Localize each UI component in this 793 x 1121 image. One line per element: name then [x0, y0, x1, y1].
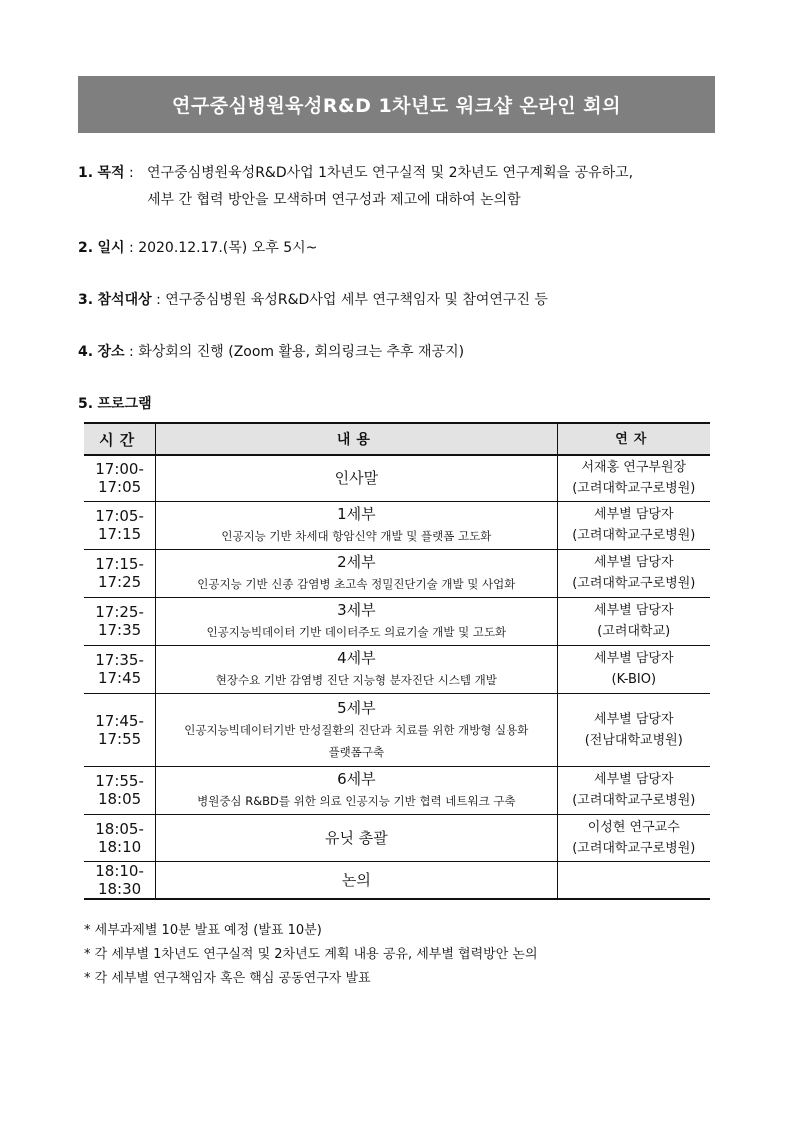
table-row [84, 814, 710, 861]
content-cell [156, 501, 557, 549]
item-key: 참석대상 [97, 292, 152, 308]
table-row [84, 455, 710, 501]
content-main: 2세부 [337, 553, 376, 571]
content-cell [156, 549, 557, 597]
table-row [84, 766, 710, 814]
speaker-affiliation: (전남대학교병원) [584, 732, 683, 748]
speaker-name: 이성현 연구교수 [587, 819, 680, 835]
speaker-cell [557, 766, 710, 814]
item-key: 목적 [97, 165, 125, 181]
time-cell: 17:55-18:05 [84, 766, 156, 814]
speaker-name: 세부별 담당자 [594, 651, 674, 666]
note-2: * 각 세부별 1차년도 연구실적 및 2차년도 계획 내용 공유, 세부별 협력방안 논의 [84, 947, 538, 962]
item-place [78, 342, 464, 362]
speaker-affiliation: (고려대학교구로병원) [572, 840, 696, 856]
content-sub: 병원중심 R&BD를 위한 의료 인공지능 기반 협력 네트워크 구축 [197, 794, 516, 808]
document-title: 연구중심병원육성R&D 1차년도 워크샵 온라인 회의 [172, 95, 621, 117]
purpose-line-1: 연구중심병원육성R&D사업 1차년도 연구실적 및 2차년도 연구계획을 공유하고, [147, 165, 634, 181]
content-sub: 인공지능 기반 신종 감염병 초고속 정밀진단기술 개발 및 사업화 [197, 577, 516, 591]
item-program [78, 394, 152, 414]
table-row [84, 693, 710, 766]
time-cell: 17:05-17:15 [84, 501, 156, 549]
content-cell [156, 645, 557, 693]
purpose-line-2: 세부 간 협력 방안을 모색하며 연구성과 제고에 대하여 논의함 [147, 192, 521, 208]
speaker-cell [557, 455, 710, 501]
speaker-affiliation: (고려대학교구로병원) [572, 793, 696, 808]
content-main: 논의 [341, 870, 371, 889]
time-cell: 18:10-18:30 [84, 861, 156, 899]
time-cell: 17:35-17:45 [84, 645, 156, 693]
content-sub: 인공지능빅데이터 기반 데이터주도 의료기술 개발 및 고도화 [206, 625, 507, 639]
item-attendees [78, 290, 548, 310]
speaker-affiliation: (고려대학교구로병원) [572, 576, 696, 591]
note-3: * 각 세부별 연구책임자 혹은 핵심 공동연구자 발표 [84, 971, 371, 986]
speaker-affiliation: (고려대학교구로병원) [572, 528, 696, 543]
content-cell [156, 693, 557, 766]
content-main: 5세부 [337, 698, 376, 717]
table-header-row [84, 423, 710, 455]
time-cell: 17:25-17:35 [84, 597, 156, 645]
speaker-affiliation: (고려대학교) [597, 624, 671, 639]
item-number: 4. [78, 344, 94, 360]
content-cell [156, 814, 557, 861]
table-row [84, 501, 710, 549]
speaker-name: 서재홍 연구부원장 [581, 460, 687, 476]
content-main: 3세부 [337, 601, 376, 619]
speaker-affiliation: (고려대학교구로병원) [572, 481, 696, 497]
item-number: 3. [78, 292, 94, 308]
item-date [78, 238, 317, 258]
item-separator: : [129, 344, 134, 360]
table-row [84, 597, 710, 645]
speaker-cell [557, 597, 710, 645]
item-key: 장소 [97, 344, 125, 360]
time-cell: 18:05-18:10 [84, 814, 156, 861]
speaker-name: 세부별 담당자 [594, 507, 674, 522]
time-cell: 17:15-17:25 [84, 549, 156, 597]
content-main: 6세부 [337, 770, 376, 788]
item-separator: : [129, 240, 134, 256]
content-sub-2: 플랫폼구축 [328, 744, 385, 759]
header-content: 내용 [156, 423, 557, 455]
table-row [84, 645, 710, 693]
date-value: 2020.12.17.(목) 오후 5시~ [138, 240, 318, 256]
time-cell: 17:45-17:55 [84, 693, 156, 766]
item-number: 1. [78, 165, 94, 181]
place-value: 화상회의 진행 (Zoom 활용, 회의링크는 추후 재공지) [138, 344, 465, 360]
item-number: 5. [78, 396, 94, 412]
content-main: 4세부 [337, 649, 376, 667]
item-number: 2. [78, 240, 94, 256]
speaker-cell [557, 549, 710, 597]
content-sub: 인공지능빅데이터기반 만성질환의 진단과 치료를 위한 개방형 실용화 [184, 722, 529, 737]
speaker-cell [557, 861, 710, 899]
title-banner [78, 76, 715, 133]
speaker-name: 세부별 담당자 [594, 772, 674, 787]
speaker-affiliation: (K-BIO) [611, 672, 657, 687]
attendees-value: 연구중심병원 육성R&D사업 세부 연구책임자 및 참여연구진 등 [165, 292, 548, 308]
speaker-cell [557, 814, 710, 861]
content-sub: 인공지능 기반 차세대 항암신약 개발 및 플랫폼 고도화 [221, 529, 492, 543]
header-speaker: 연자 [557, 423, 710, 455]
item-key: 프로그램 [97, 396, 152, 412]
note-1: * 세부과제별 10분 발표 예정 (발표 10분) [84, 923, 322, 938]
header-time: 시간 [84, 423, 156, 455]
content-cell [156, 597, 557, 645]
content-cell [156, 455, 557, 501]
content-sub: 현장수요 기반 감염병 진단 지능형 분자진단 시스템 개발 [215, 673, 497, 687]
program-table [84, 422, 710, 900]
speaker-cell [557, 501, 710, 549]
speaker-name: 세부별 담당자 [594, 555, 674, 570]
time-cell: 17:00-17:05 [84, 455, 156, 501]
content-main: 인사말 [334, 469, 379, 488]
speaker-cell [557, 693, 710, 766]
content-cell [156, 861, 557, 899]
item-key: 일시 [97, 240, 125, 256]
content-main: 유닛 총괄 [324, 828, 388, 847]
speaker-cell [557, 645, 710, 693]
table-row [84, 549, 710, 597]
content-main: 1세부 [337, 505, 376, 523]
speaker-name: 세부별 담당자 [594, 603, 674, 618]
item-purpose [78, 163, 134, 183]
table-row [84, 861, 710, 899]
content-cell [156, 766, 557, 814]
item-separator: : [129, 165, 134, 181]
item-separator: : [156, 292, 161, 308]
speaker-name: 세부별 담당자 [594, 711, 674, 727]
